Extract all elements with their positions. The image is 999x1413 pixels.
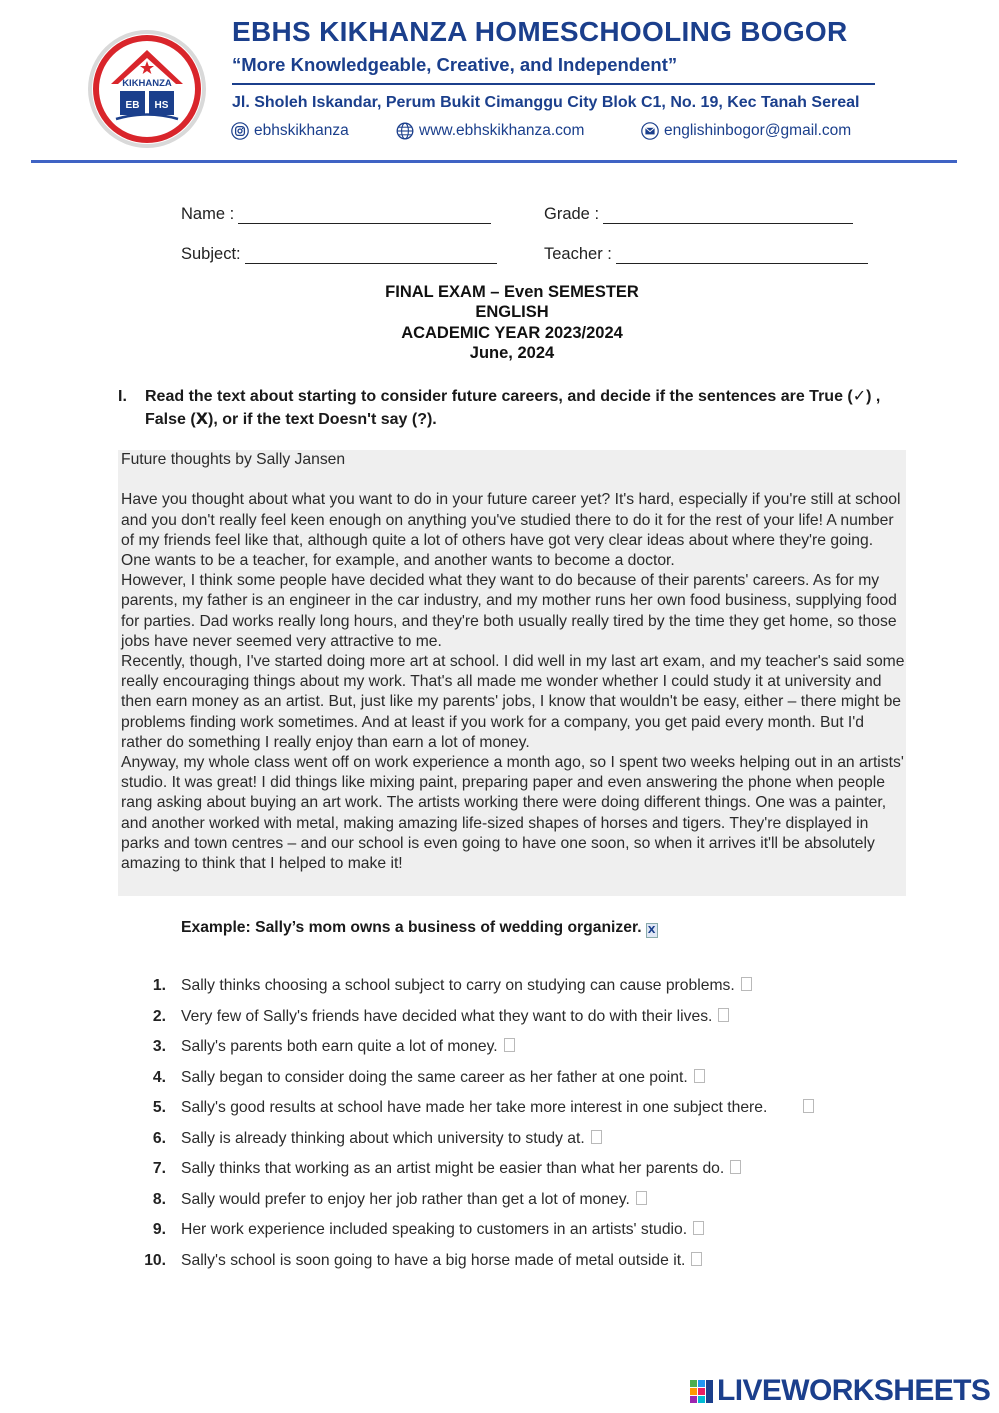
section-instruction [118,385,913,431]
mail-icon [641,122,659,140]
example-text: Example: Sally’s mom owns a business of wedding organizer. [181,919,642,936]
question-text: Sally's good results at school have made her take more interest in one subject there. [181,1099,768,1116]
question-number: 1. [152,977,166,994]
exam-title-line-3: ACADEMIC YEAR 2023/2024 [401,323,623,342]
globe-icon [396,122,414,140]
question-item [0,1008,999,1032]
question-text: Her work experience included speaking to customers in an artists' studio. [181,1221,688,1238]
grade-input-line[interactable] [603,209,853,224]
section-number: I. [118,388,127,405]
answer-box[interactable] [691,1252,702,1266]
question-item [0,1160,999,1184]
exam-title [0,282,999,364]
question-number: 8. [152,1190,166,1208]
school-address: Jl. Sholeh Iskandar, Perum Bukit Cimanggu City Blok C1, No. 19, Kec Tanah Sereal [232,94,860,111]
logo-left-text: EB [125,100,140,111]
header-rule [232,83,875,85]
teacher-label: Teacher : [544,245,612,263]
question-text: Sally's parents both earn quite a lot of money. [181,1038,498,1055]
name-label: Name : [181,205,235,223]
instagram-contact[interactable] [231,122,349,140]
grade-label: Grade : [544,205,600,223]
name-input-line[interactable] [238,209,491,224]
subject-label: Subject: [181,245,241,263]
question-number: 10. [144,1251,166,1269]
reading-paragraph: Recently, though, I've started doing more art at school. I did well in my last art exam, and my teacher's said some really encouraging things about my work. That's all made me wonder whether I could study it at university and then earn money as an artist. But, just like my parents' jobs, I know that wouldn't be easy, either – there might be problems finding work sometimes. And at least if you work for a company, you get paid every month. But I'd rather do something I really enjoy than earn a lot of money. [121,653,905,751]
question-text: Sally would prefer to enjoy her job rather than get a lot of money. [181,1190,630,1208]
instagram-handle: ebhskikhanza [254,122,349,139]
email-address: englishinbogor@gmail.com [664,122,852,139]
instagram-icon [231,122,249,140]
question-number: 9. [152,1221,166,1238]
teacher-field[interactable] [544,245,868,264]
name-field[interactable] [181,205,491,224]
question-number: 4. [152,1068,166,1086]
question-item [0,1252,999,1276]
reading-paragraph: However, I think some people have decided what they want to do because of their parents' careers. As for my parents, my father is an engineer in the car industry, and my mother runs her own food business, supplying food for parties. Dad works really long hours, and they're both usually really tired by the time they get home, so those jobs have never seemed very attractive to me. [121,572,897,650]
question-item [0,1221,999,1245]
question-text: Sally thinks that working as an artist might be easier than what her parents do. [181,1160,725,1177]
example-statement [181,919,658,938]
question-item [0,1130,999,1154]
question-text: Sally is already thinking about which university to study at. [181,1129,585,1147]
question-number: 7. [152,1160,166,1177]
question-text: Sally's school is soon going to have a big horse made of metal outside it. [181,1251,686,1269]
question-item [0,1038,999,1062]
grade-field[interactable] [544,205,853,224]
question-item [0,1069,999,1093]
website-url: www.ebhskikhanza.com [419,122,585,139]
question-item [0,1191,999,1215]
logo-text: KIKHANZA [122,78,172,89]
subject-field[interactable] [181,245,497,264]
teacher-input-line[interactable] [616,249,868,264]
question-item [0,1099,999,1123]
answer-box[interactable] [591,1130,602,1144]
reading-paragraph: Anyway, my whole class went off on work experience a month ago, so I spent two weeks helping out in an artists' studio. It was great! I did things like mixing paint, preparing paper and even answering the phone when people rang asking about buying an art work. The artists working there were doing different things. One was a painter, and another worked with metal, making amazing life-sized shapes of horses and tigers. They're displayed in parks and town centres – and our school is even going to have one soon, so when it arrives it'll be absolutely amazing to think that I helped to make it! [121,754,904,873]
question-number: 6. [152,1129,166,1147]
header-divider [31,160,957,163]
answer-box[interactable] [741,977,752,991]
reading-title: Future thoughts by Sally Jansen [121,451,346,468]
liveworksheets-wordmark: LIVEWORKSHEETS [717,1374,991,1407]
answer-box[interactable] [693,1221,704,1235]
subject-input-line[interactable] [245,249,497,264]
question-text: Sally thinks choosing a school subject to carry on studying can cause problems. [181,977,735,994]
website-contact[interactable] [396,122,584,140]
answer-box[interactable] [730,1160,741,1174]
school-name: EBHS KIKHANZA HOMESCHOOLING BOGOR [232,16,848,47]
liveworksheets-logo-icon [690,1379,714,1403]
answer-box[interactable] [718,1008,729,1022]
exam-title-line-4: June, 2024 [469,344,555,363]
exam-title-line-2: ENGLISH [475,303,549,322]
question-number: 3. [152,1038,166,1055]
example-answer-box: Ⅹ [646,923,658,938]
liveworksheets-brand[interactable] [690,1374,990,1408]
answer-box[interactable] [636,1191,647,1205]
question-number: 5. [152,1099,166,1116]
question-text: Very few of Sally's friends have decided what they want to do with their lives. [181,1007,713,1025]
reading-passage [118,450,906,896]
exam-title-line-1: FINAL EXAM – Even SEMESTER [385,283,639,301]
section-instruction-text: Read the text about starting to consider future careers, and decide if the sentences are True (✓) , False (Ⅹ), or if the text Doesn't say (?). [145,388,881,428]
school-motto: “More Knowledgeable, Creative, and Independent” [232,54,678,75]
answer-box[interactable] [504,1038,515,1052]
reading-paragraph: Have you thought about what you want to do in your future career yet? It's hard, especially if you're still at school and you don't really feel keen enough on anything you've studied there to do it for the rest of your life! A number of my friends feel like that, although quite a lot of others have got very clear ideas about where they're going. One wants to be a teacher, for example, and another wants to become a doctor. [121,491,901,569]
logo-right-text: HS [154,100,169,111]
email-contact[interactable] [641,122,851,140]
question-text: Sally began to consider doing the same career as her father at one point. [181,1068,688,1086]
question-item [0,977,999,1001]
answer-box[interactable] [803,1099,814,1113]
question-number: 2. [152,1007,166,1025]
school-logo [86,28,208,150]
answer-box[interactable] [694,1069,705,1083]
